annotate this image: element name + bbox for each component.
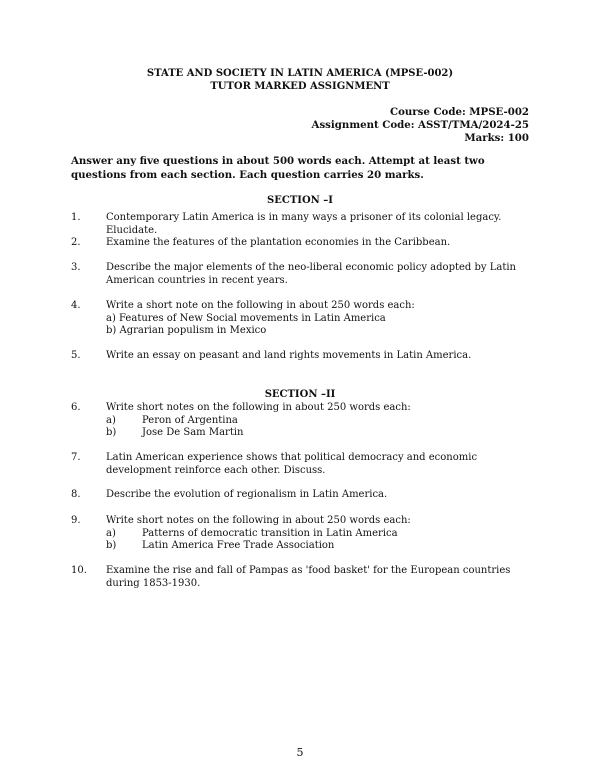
question-number: 10. [71,565,87,576]
question-text: Examine the rise and fall of Pampas as 'food basket' for the European countries during 1853-1930. [106,565,511,589]
question-text: Write an essay on peasant and land rights movements in Latin America. [106,350,472,361]
question-number: 4. [71,300,81,311]
question-number: 5. [71,350,81,361]
question-text: Write short notes on the following in about 250 words each: [106,515,411,526]
question-sub-item [106,528,536,541]
question-number: 6. [71,402,81,413]
question-number: 2. [71,237,81,248]
sub-item-label: b) [106,427,117,438]
assignment-codes [312,106,529,145]
sub-item-label: b) [106,540,117,551]
question-number: 1. [71,212,81,223]
assignment-code: Assignment Code: ASST/TMA/2024-25 [311,119,529,131]
question-text: Describe the evolution of regionalism in Latin America. [106,489,388,500]
question-number: 3. [71,262,81,273]
course-code: Course Code: MPSE-002 [390,106,529,118]
question-number: 7. [71,452,81,463]
question-text: Describe the major elements of the neo-liberal economic policy adopted by Latin American countries in recent years. [106,262,516,286]
marks: Marks: 100 [464,132,529,144]
question-number: 9. [71,515,81,526]
question-text: Examine the features of the plantation economies in the Caribbean. [106,237,451,248]
sub-item-text: Peron of Argentina [142,414,238,426]
question-number: 8. [71,489,81,500]
sub-item-text: Patterns of democratic transition in Latin America [142,527,398,539]
question-text: Write short notes on the following in about 250 words each: [106,402,411,413]
document-title: STATE AND SOCIETY IN LATIN AMERICA (MPSE-002) [146,68,454,79]
document-subtitle: TUTOR MARKED ASSIGNMENT [210,81,390,92]
question-sub-item [106,427,536,440]
question-item-a: a) Features of New Social movements in Latin America [106,312,386,324]
question-text: Latin American experience shows that political democracy and economic development reinforce each other. Discuss. [106,452,478,476]
question-text: Write a short note on the following in about 250 words each: [106,300,415,311]
section-2-heading: SECTION –II [264,389,336,400]
question-sub-item [106,540,536,553]
section-1-heading: SECTION –I [267,195,333,206]
page-number: 5 [296,746,304,759]
sub-item-label: a) [106,414,116,426]
sub-item-text: Latin America Free Trade Association [142,540,335,551]
sub-item-label: a) [106,527,116,539]
question-text: Contemporary Latin America is in many ways a prisoner of its colonial legacy. Elucidate. [106,212,502,236]
question-item-b: b) Agrarian populism in Mexico [106,325,267,336]
sub-item-text: Jose De Sam Martin [142,427,244,438]
instructions: Answer any five questions in about 500 words each. Attempt at least two questions from each section. Each question carries 20 marks. [71,155,485,181]
question-sub-item [106,415,536,428]
